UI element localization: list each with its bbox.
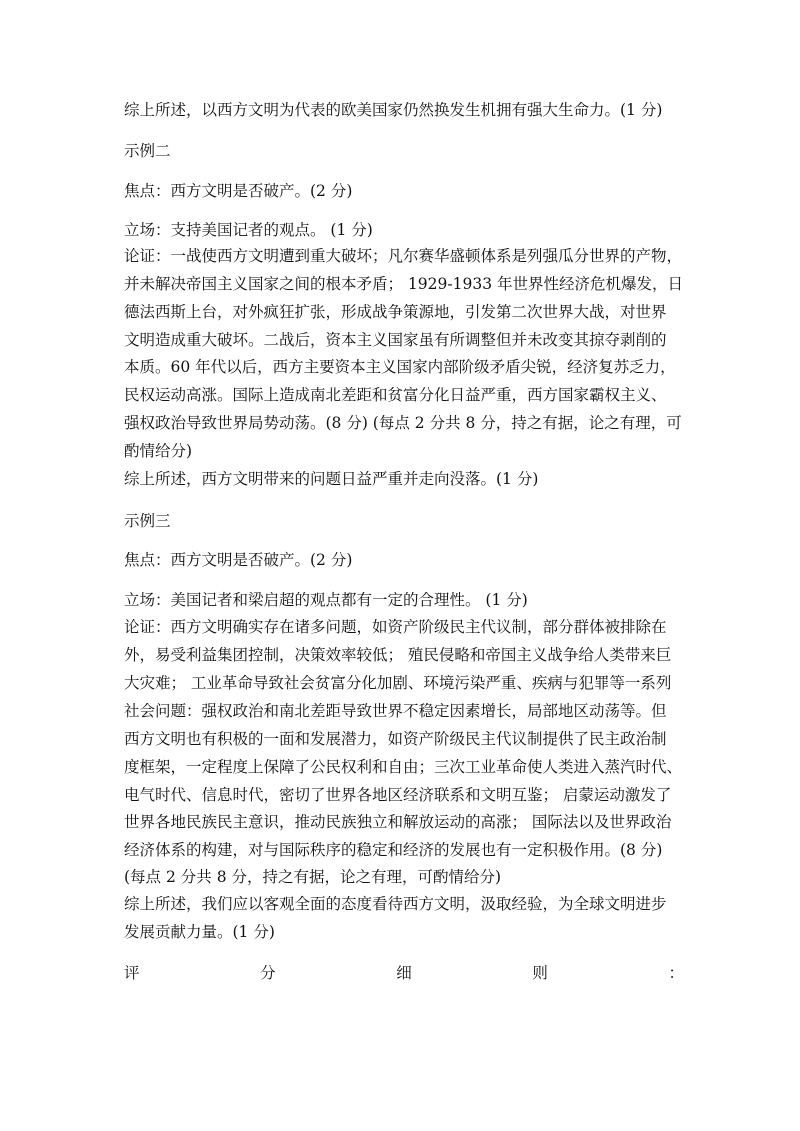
example-2-stance: 立场：支持美国记者的观点。 (1 分) <box>124 221 373 239</box>
example-3-argument-line: 社会问题：强权政治和南北差距导致世界不稳定因素增长，局部地区动荡等。但 <box>124 702 667 720</box>
example-2-argument-line: 酌情给分) <box>124 442 193 460</box>
example-2-heading: 示例二 <box>124 142 171 160</box>
scoring-char: ： <box>668 964 684 982</box>
example-2-focus: 焦点：西方文明是否破产。(2 分) <box>124 182 353 200</box>
example-3-argument-line: 电气时代、信息时代，密切了世界各地区经济联系和文明互鉴； 启蒙运动激发了 <box>124 786 672 804</box>
summary-paragraph-1: 综上所述，以西方文明为代表的欧美国家仍然换发生机拥有强大生命力。(1 分) <box>124 101 663 119</box>
example-2-argument-line: 本质。60 年代以后，西方主要资本主义国家内部阶级矛盾尖锐，经济复苏乏力， <box>124 358 676 376</box>
scoring-rules-heading <box>124 961 684 985</box>
example-3-argument-line: 大灾难； 工业革命导致社会贫富分化加剧、环境污染严重、疾病与犯罪等一系列 <box>124 674 672 692</box>
example-2-summary: 综上所述，西方文明带来的问题日益严重并走向没落。(1 分) <box>124 470 539 488</box>
example-2-argument-line: 强权政治导致世界局势动荡。(8 分) (每点 2 分共 8 分，持之有据，论之有理，可 <box>124 414 682 432</box>
example-2-argument-line: 并未解决帝国主义国家之间的根本矛盾； 1929-1933 年世界性经济危机爆发，日 <box>124 275 683 293</box>
example-3-argument-line: 世界各地民族民主意识，推动民族独立和解放运动的高涨； 国际法以及世界政治 <box>124 813 672 831</box>
example-3-argument-line: 经济体系的构建，对与国际秩序的稳定和经济的发展也有一定积极作用。(8 分) <box>124 841 663 859</box>
example-2-argument-line: 德法西斯上台，对外疯狂扩张，形成战争策源地，引发第二次世界大战，对世界 <box>124 303 667 321</box>
example-3-argument-line: 西方文明也有积极的一面和发展潜力，如资产阶级民主代议制提供了民主政治制 <box>124 730 667 748</box>
scoring-char: 则 <box>532 964 548 982</box>
example-3-argument-line: 论证：西方文明确实存在诸多问题，如资产阶级民主代议制，部分群体被排除在 <box>124 618 667 636</box>
example-3-summary: 发展贡献力量。(1 分) <box>124 923 275 941</box>
scoring-char: 细 <box>396 964 412 982</box>
example-3-argument-line: 外，易受利益集团控制，决策效率较低； 殖民侵略和帝国主义战争给人类带来巨 <box>124 646 672 664</box>
example-3-stance: 立场：美国记者和梁启超的观点都有一定的合理性。 (1 分) <box>124 591 528 609</box>
scoring-char: 分 <box>260 964 276 982</box>
example-2-argument-line: 民权运动高涨。国际上造成南北差距和贫富分化日益严重，西方国家霸权主义、 <box>124 386 667 404</box>
example-3-heading: 示例三 <box>124 512 171 530</box>
example-2-argument-line: 论证：一战使西方文明遭到重大破坏；凡尔赛华盛顿体系是列强瓜分世界的产物， <box>124 247 683 265</box>
example-3-focus: 焦点：西方文明是否破产。(2 分) <box>124 551 353 569</box>
example-3-argument-line: 度框架，一定程度上保障了公民权利和自由；三次工业革命使人类进入蒸汽时代、 <box>124 758 683 776</box>
example-2-argument-line: 文明造成重大破坏。二战后，资本主义国家虽有所调整但并未改变其掠夺剥削的 <box>124 331 667 349</box>
scoring-char: 评 <box>124 964 140 982</box>
example-3-argument-line: (每点 2 分共 8 分，持之有据，论之有理，可酌情给分) <box>124 868 502 886</box>
example-3-summary: 综上所述，我们应以客观全面的态度看待西方文明，汲取经验，为全球文明进步 <box>124 895 667 913</box>
